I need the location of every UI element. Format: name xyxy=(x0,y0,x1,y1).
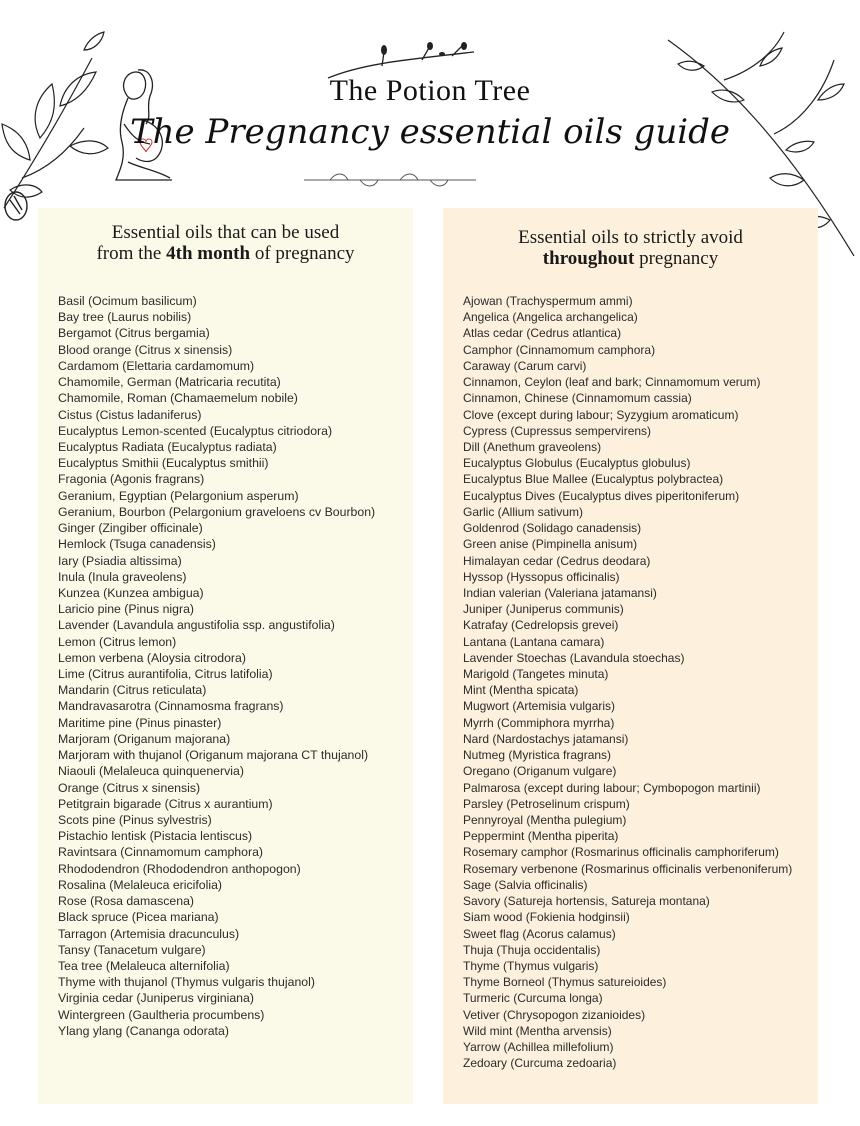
safe-oils-heading-post: of pregnancy xyxy=(250,243,355,264)
oil-list-item: Lime (Citrus aurantifolia, Citrus latifolia) xyxy=(58,667,273,682)
oil-list-item: Angelica (Angelica archangelica) xyxy=(463,310,638,325)
oil-list-item: Sage (Salvia officinalis) xyxy=(463,877,588,892)
oil-list-item: Ravintsara (Cinnamomum camphora) xyxy=(58,845,264,860)
oil-list-item: Thyme (Thymus vulgaris) xyxy=(463,958,599,973)
oil-list-item: Niaouli (Melaleuca quinquenervia) xyxy=(58,764,244,779)
oil-list-item: Petitgrain bigarade (Citrus x aurantium) xyxy=(58,796,273,811)
oil-list-item: Inula (Inula graveolens) xyxy=(58,569,187,584)
oil-list-item: Tansy (Tanacetum vulgare) xyxy=(58,942,206,957)
oil-list-item: Nard (Nardostachys jatamansi) xyxy=(463,731,629,746)
oil-list-item: Rosalina (Melaleuca ericifolia) xyxy=(58,877,223,892)
oil-list-item: Bergamot (Citrus bergamia) xyxy=(58,326,210,341)
oil-list-item: Marjoram (Origanum majorana) xyxy=(58,731,231,746)
oil-list-item: Tarragon (Artemisia dracunculus) xyxy=(58,926,240,941)
oil-list-item: Himalayan cedar (Cedrus deodara) xyxy=(463,553,651,568)
oil-list-item: Orange (Citrus x sinensis) xyxy=(58,780,201,795)
oil-list-item: Black spruce (Picea mariana) xyxy=(58,910,219,925)
oil-list-item: Peppermint (Mentha piperita) xyxy=(463,829,619,844)
avoid-oils-heading xyxy=(463,208,798,288)
oil-list-item: Bay tree (Laurus nobilis) xyxy=(58,310,192,325)
oil-list-item: Atlas cedar (Cedrus atlantica) xyxy=(463,326,622,341)
oil-list-item: Pistachio lentisk (Pistacia lentiscus) xyxy=(58,829,253,844)
safe-oils-heading-pre: from the xyxy=(96,243,167,264)
oil-list-item: Sweet flag (Acorus calamus) xyxy=(463,926,616,941)
page-title: The Pregnancy essential oils guide xyxy=(129,112,731,152)
safe-oils-heading-bold: 4th month xyxy=(166,243,251,264)
avoid-oils-heading-line1: Essential oils to strictly avoid xyxy=(518,227,743,248)
oil-list-item: Thyme Borneol (Thymus satureioides) xyxy=(463,975,667,990)
safe-oils-heading-line1: Essential oils that can be used xyxy=(111,222,340,243)
oil-list-item: Oregano (Origanum vulgare) xyxy=(463,764,617,779)
oil-list-item: Marigold (Tangetes minuta) xyxy=(463,667,609,682)
oil-list-item: Eucalyptus Dives (Eucalyptus dives piperitoniferum) xyxy=(463,488,740,503)
oil-list-item: Eucalyptus Smithii (Eucalyptus smithii) xyxy=(58,456,269,471)
oil-list-item: Geranium, Egyptian (Pelargonium asperum) xyxy=(58,488,299,503)
oil-list-item: Virginia cedar (Juniperus virginiana) xyxy=(58,991,254,1006)
oil-list-item: Lavender (Lavandula angustifolia ssp. angustifolia) xyxy=(58,618,335,633)
oil-list-item: Wild mint (Mentha arvensis) xyxy=(463,1023,612,1038)
oil-list-item: Fragonia (Agonis fragrans) xyxy=(58,472,205,487)
oil-list-item: Lavender Stoechas (Lavandula stoechas) xyxy=(463,650,685,665)
oil-list-item: Ginger (Zingiber officinale) xyxy=(58,521,203,536)
oil-list-item: Hemlock (Tsuga canadensis) xyxy=(58,537,216,552)
oil-list-item: Thuja (Thuja occidentalis) xyxy=(463,942,601,957)
oil-list-item: Nutmeg (Myristica fragrans) xyxy=(463,748,612,763)
oil-list-item: Chamomile, German (Matricaria recutita) xyxy=(58,375,281,390)
oil-list-item: Zedoary (Curcuma zedoaria) xyxy=(463,1056,617,1071)
oil-list-item: Maritime pine (Pinus pinaster) xyxy=(58,715,222,730)
oil-list-item: Cinnamon, Ceylon (leaf and bark; Cinnamomum verum) xyxy=(463,375,761,390)
oil-list-item: Savory (Satureja hortensis, Satureja montana) xyxy=(463,894,710,909)
oil-list-item: Laricio pine (Pinus nigra) xyxy=(58,602,195,617)
oil-list-item: Rhododendron (Rhododendron anthopogon) xyxy=(58,861,301,876)
oil-list-item: Indian valerian (Valeriana jatamansi) xyxy=(463,585,657,600)
ornament-divider-icon xyxy=(300,168,480,190)
oil-list-item: Lemon verbena (Aloysia citrodora) xyxy=(58,650,246,665)
oil-list-item: Rosemary verbenone (Rosmarinus officinalis verbenoniferum) xyxy=(463,861,793,876)
oil-list-item: Chamomile, Roman (Chamaemelum nobile) xyxy=(58,391,298,406)
oil-list-item: Tea tree (Melaleuca alternifolia) xyxy=(58,958,230,973)
oil-list-item: Rose (Rosa damascena) xyxy=(58,894,195,909)
oil-list-item: Turmeric (Curcuma longa) xyxy=(463,991,603,1006)
oil-list-item: Lantana (Lantana camara) xyxy=(463,634,605,649)
oil-list-item: Marjoram with thujanol (Origanum majorana CT thujanol) xyxy=(58,748,369,763)
oil-list-item: Clove (except during labour; Syzygium aromaticum) xyxy=(463,407,739,422)
oil-list-item: Ylang ylang (Cananga odorata) xyxy=(58,1023,229,1038)
oil-list-item: Eucalyptus Globulus (Eucalyptus globulus) xyxy=(463,456,691,471)
oil-list-item: Juniper (Juniperus communis) xyxy=(463,602,624,617)
oil-list-item: Mint (Mentha spicata) xyxy=(463,683,579,698)
oil-list-item: Lemon (Citrus lemon) xyxy=(58,634,177,649)
oil-list-item: Mandarin (Citrus reticulata) xyxy=(58,683,207,698)
oil-list-item: Mugwort (Artemisia vulgaris) xyxy=(463,699,616,714)
oil-list-item: Ajowan (Trachyspermum ammi) xyxy=(463,294,633,308)
oil-list-item: Goldenrod (Solidago canadensis) xyxy=(463,521,642,536)
oil-list-item: Blood orange (Citrus x sinensis) xyxy=(58,342,233,357)
oil-list-item: Rosemary camphor (Rosmarinus officinalis camphoriferum) xyxy=(463,845,779,860)
oil-list-item: Wintergreen (Gaultheria procumbens) xyxy=(58,1007,265,1022)
oil-list-item: Cinnamon, Chinese (Cinnamomum cassia) xyxy=(463,391,692,406)
oil-list-item: Eucalyptus Blue Mallee (Eucalyptus polybractea) xyxy=(463,472,724,487)
brand-name: The Potion Tree xyxy=(329,74,531,107)
safe-oils-list xyxy=(58,293,393,1039)
oil-list-item: Thyme with thujanol (Thymus vulgaris thujanol) xyxy=(58,975,315,990)
oil-list-item: Myrrh (Commiphora myrrha) xyxy=(463,715,615,730)
page-header xyxy=(0,0,860,210)
safe-oils-heading xyxy=(58,208,393,286)
oil-list-item: Cypress (Cupressus sempervirens) xyxy=(463,423,652,438)
oil-list-item: Palmarosa (except during labour; Cymbopogon martinii) xyxy=(463,780,761,795)
avoid-oils-heading-bold: throughout xyxy=(542,248,635,269)
oil-list-item: Dill (Anethum graveolens) xyxy=(463,439,602,454)
oil-list-item: Eucalyptus Radiata (Eucalyptus radiata) xyxy=(58,439,277,454)
oil-list-item: Iary (Psiadia altissima) xyxy=(58,553,182,568)
oil-list-item: Siam wood (Fokienia hodginsii) xyxy=(463,910,630,925)
avoid-oils-heading-post: pregnancy xyxy=(634,248,719,269)
oil-list-item: Eucalyptus Lemon-scented (Eucalyptus citriodora) xyxy=(58,423,333,438)
oil-list-item: Mandravasarotra (Cinnamosma fragrans) xyxy=(58,699,284,714)
oil-list-item: Katrafay (Cedrelopsis grevei) xyxy=(463,618,619,633)
oil-list-item: Camphor (Cinnamomum camphora) xyxy=(463,342,656,357)
oil-list-item: Hyssop (Hyssopus officinalis) xyxy=(463,569,620,584)
oil-list-item: Pennyroyal (Mentha pulegium) xyxy=(463,813,627,827)
oil-list-item: Geranium, Bourbon (Pelargonium graveloens cv Bourbon) xyxy=(58,504,376,519)
safe-oils-column xyxy=(38,208,413,1104)
oil-list-item: Basil (Ocimum basilicum) xyxy=(58,294,197,308)
oil-list-item: Scots pine (Pinus sylvestris) xyxy=(58,813,212,827)
avoid-oils-column xyxy=(443,208,818,1104)
oil-list-item: Green anise (Pimpinella anisum) xyxy=(463,537,638,552)
oil-list-item: Kunzea (Kunzea ambigua) xyxy=(58,585,204,600)
oil-list-item: Cardamom (Elettaria cardamomum) xyxy=(58,358,255,373)
oil-list-item: Caraway (Carum carvi) xyxy=(463,358,587,373)
oil-list-item: Cistus (Cistus ladaniferus) xyxy=(58,407,202,422)
oil-list-item: Parsley (Petroselinum crispum) xyxy=(463,796,630,811)
oil-list-item: Garlic (Allium sativum) xyxy=(463,504,584,519)
oil-list-item: Vetiver (Chrysopogon zizanioides) xyxy=(463,1007,646,1022)
oil-list-item: Yarrow (Achillea millefolium) xyxy=(463,1040,614,1055)
avoid-oils-list xyxy=(463,293,798,1072)
